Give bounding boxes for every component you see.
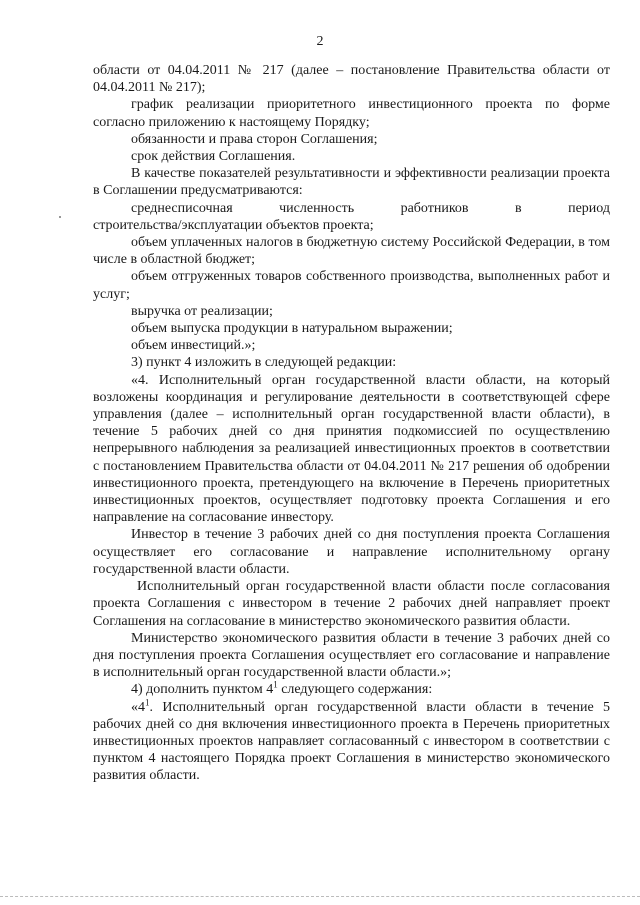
scan-edge-line (0, 896, 640, 897)
paragraph-4: срок действия Соглашения. (131, 149, 296, 165)
paragraph-17-text-end: следующего содержания: (277, 682, 433, 698)
scan-speck (59, 216, 61, 218)
paragraph-1: области от 04.04.2011 № 217 (далее – постановление Правительства области от 04.04.2011 № 217); (93, 63, 610, 96)
paragraph-7: объем уплаченных налогов в бюджетную систему Российской Федерации, в том числе в областной бюджет; (93, 235, 610, 268)
paragraph-11: объем инвестиций.»; (131, 338, 256, 354)
paragraph-2: график реализации приоритетного инвестиционного проекта по форме согласно приложению к настоящему Порядку; (93, 97, 610, 130)
paragraph-13: «4. Исполнительный орган государственной власти области, на который возложены координация и регулирование деятельности в соответствующей сфере управления (далее – исполнительный орган государственной власти области), в течение 5 рабочих дней со дня принятия подкомиссией по осуществлению непрерывного наблюдения за реализацией инвестиционных проектов в соответствии с постановлением Правительства области от 04.04.2011 № 217 решения об одобрении инвестиционного проекта, претендующего на включение в Перечень приоритетных инвестиционных проектов, осуществляет подготовку проекта Соглашения и его направление на согласование инвестору. (93, 372, 610, 526)
paragraph-12: 3) пункт 4 изложить в следующей редакции: (131, 355, 397, 371)
paragraph-16: Министерство экономического развития области в течение 3 рабочих дней со дня поступления проекта Соглашения осуществляет его согласование и направление в исполнительный орган государственной власти области.»; (93, 630, 610, 681)
paragraph-18 (93, 696, 610, 785)
paragraph-6-line-2: строительства/эксплуатации объектов проекта; (93, 217, 374, 233)
document-body (93, 62, 610, 785)
page-number: 2 (316, 34, 324, 49)
paragraph-17 (93, 681, 610, 698)
paragraph-17-text: 4) дополнить пунктом 4 (131, 682, 274, 698)
superscript-1: 1 (273, 679, 278, 690)
paragraph-5: В качестве показателей результативности и эффективности реализации проекта в Соглашении предусматриваются: (93, 166, 610, 199)
paragraph-18-text-end: . Исполнительный орган государственной власти области в течение 5 рабочих дней со дня включения инвестиционного проекта в Перечень приоритетных инвестиционных проектов направляет согласованный с инвестором в соответствии с пунктом 4 настоящего Порядка проект Соглашения в министерство экономического развития области. (93, 699, 610, 784)
paragraph-9: выручка от реализации; (131, 303, 273, 319)
paragraph-18-text: «4 (131, 699, 145, 715)
superscript-1b: 1 (145, 696, 150, 707)
paragraph-15: Исполнительный орган государственной власти области после согласования проекта Соглашения с инвестором в течение 2 рабочих дней направляет проект Соглашения на согласование в министерство экономического развития области. (93, 579, 610, 629)
paragraph-6-line-1: среднесписочная численность работников в период (131, 200, 610, 216)
paragraph-10: объем выпуска продукции в натуральном выражении; (131, 321, 453, 337)
paragraph-3: обязанности и права сторон Соглашения; (131, 131, 378, 147)
paragraph-8: объем отгруженных товаров собственного производства, выполненных работ и услуг; (93, 269, 610, 302)
paragraph-14: Инвестор в течение 3 рабочих дней со дня поступления проекта Соглашения осуществляет его согласование и направление исполнительному органу государственной власти области. (93, 527, 610, 577)
